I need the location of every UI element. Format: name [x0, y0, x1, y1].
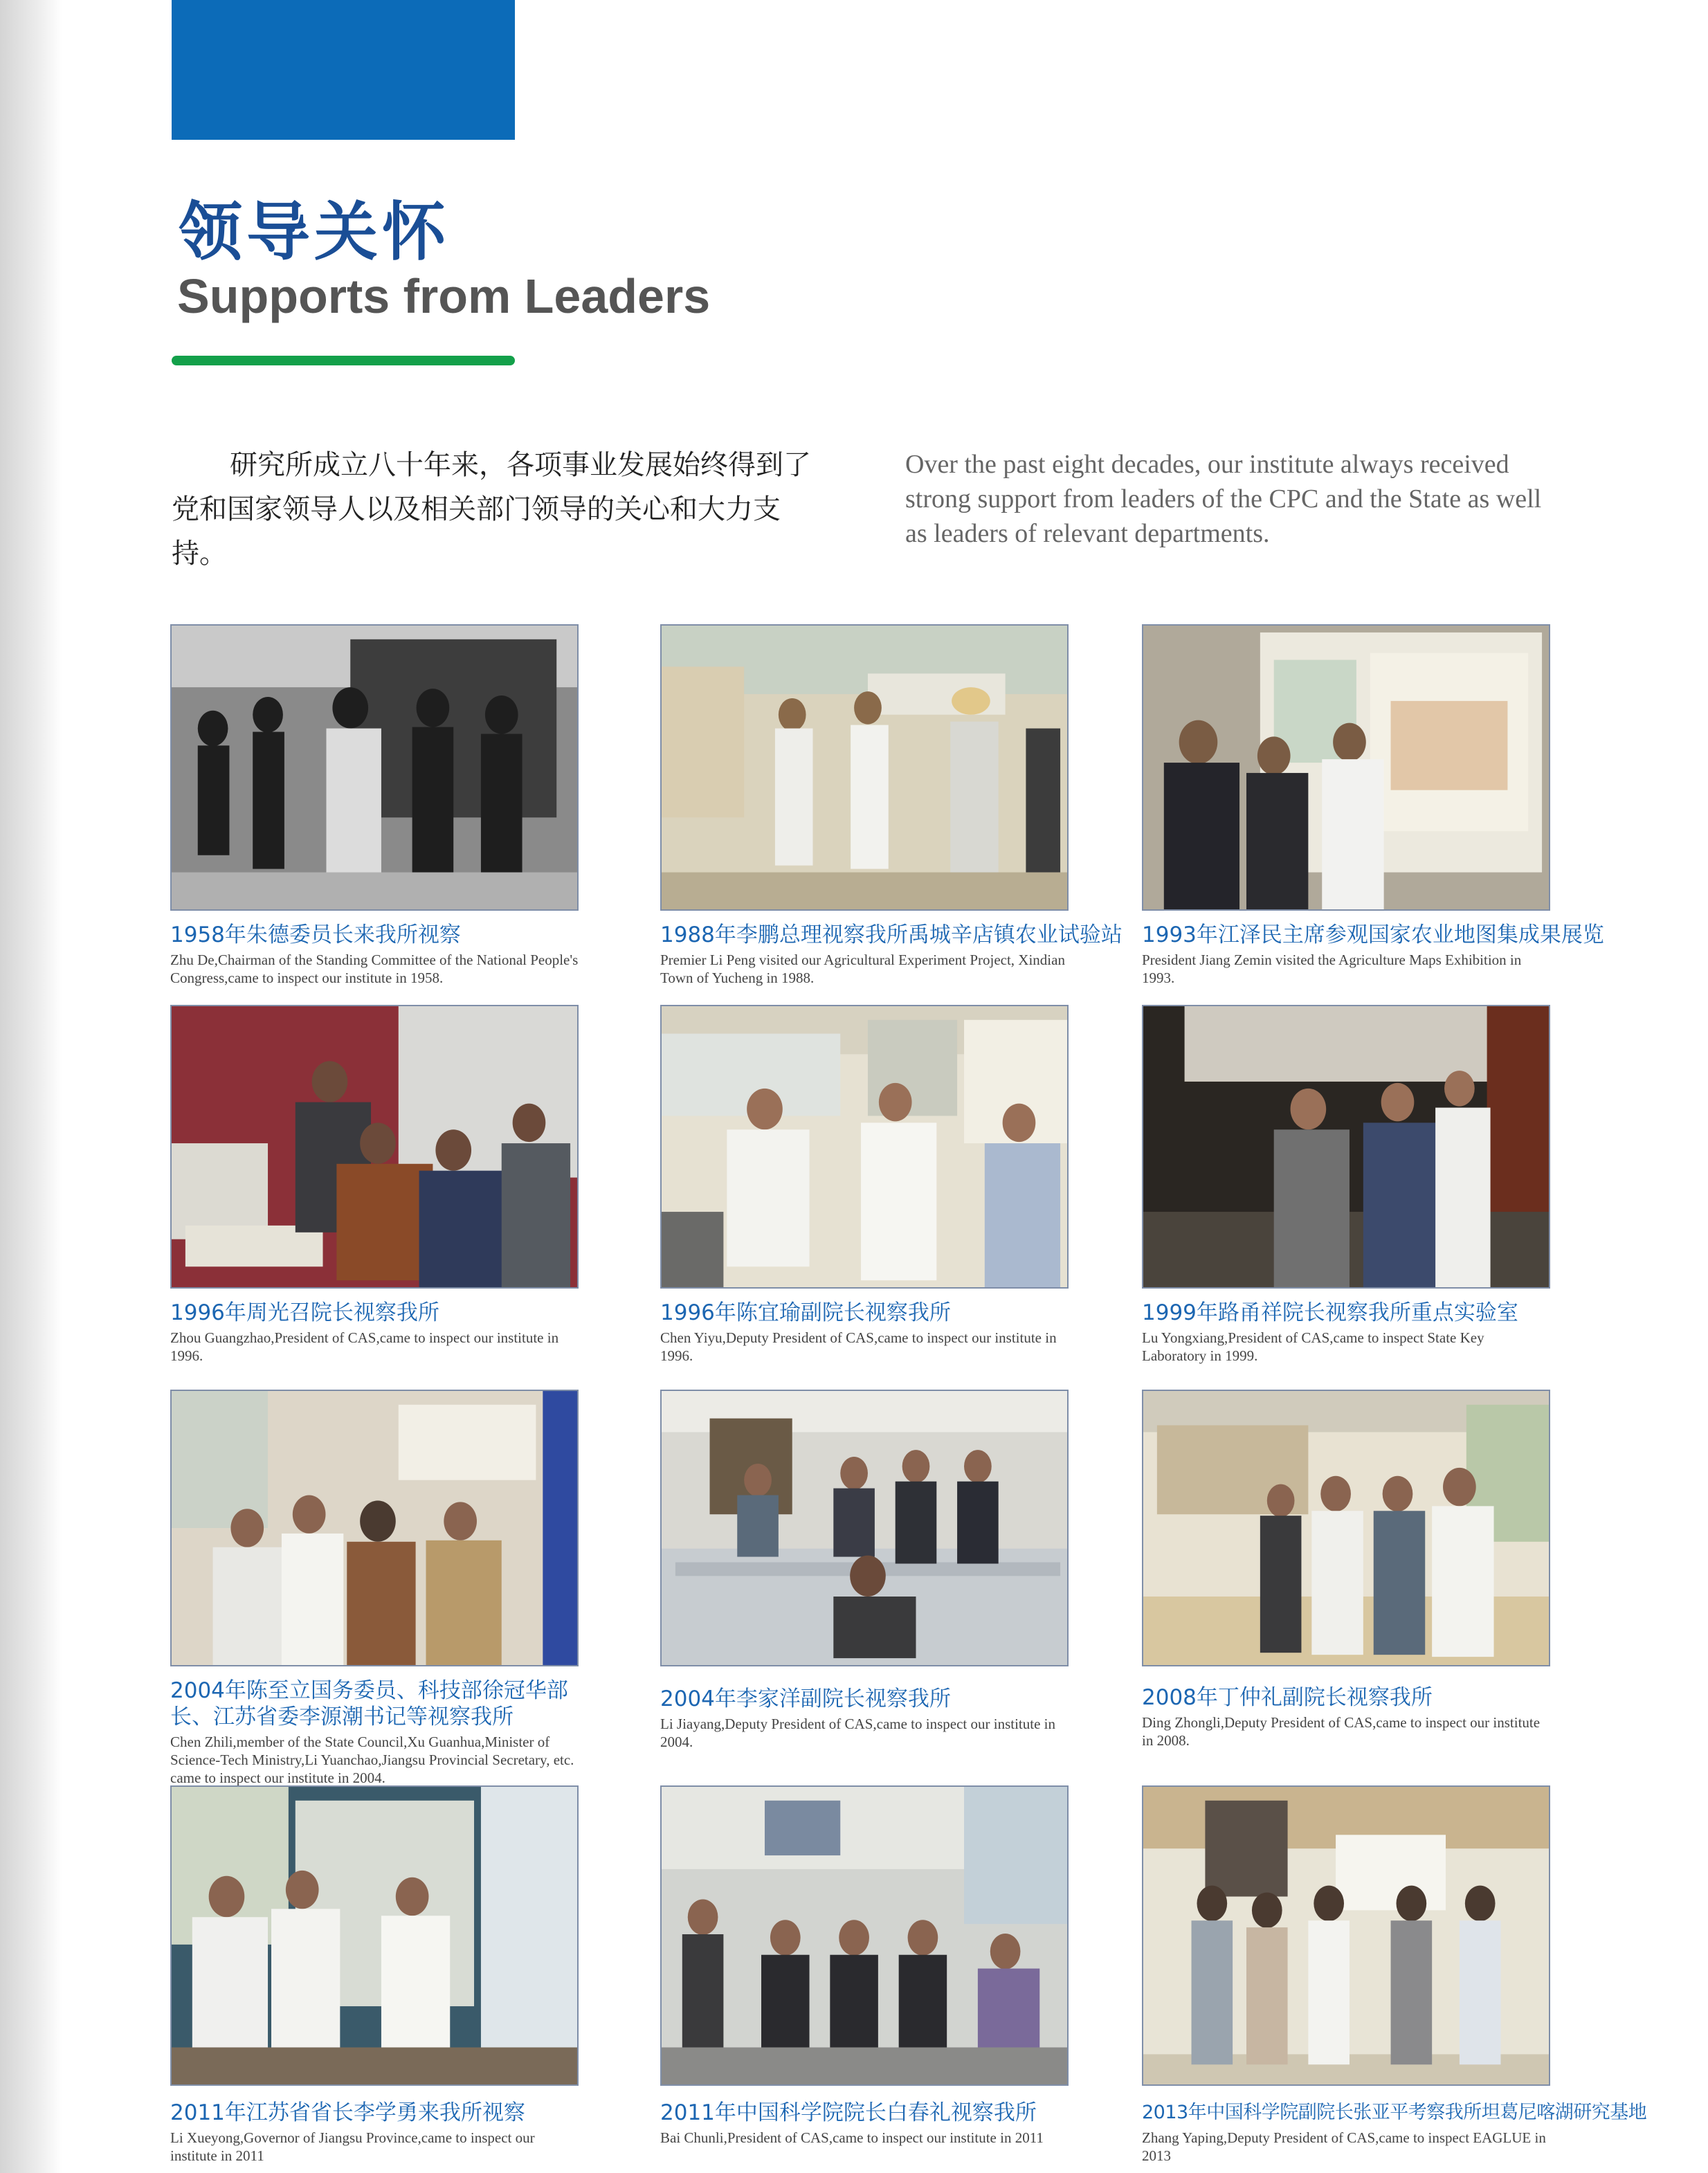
photo [170, 1785, 579, 2086]
photo-card [170, 1785, 579, 2165]
photo-caption-en: Ding Zhongli,Deputy President of CAS,came to inspect our institute in 2008. [1142, 1714, 1541, 1749]
photo [170, 1005, 579, 1289]
photo-caption-cn: 1988年李鹏总理视察我所禹城辛店镇农业试验站 [660, 922, 1123, 947]
photo-caption-en: Chen Zhili,member of the State Council,Xu Guanhua,Minister of Science-Tech Ministry,Li Yuanchao,Jiangsu Provincial Secretary, etc. came to inspect our institute in 2004. [170, 1734, 574, 1786]
photo-caption-cn: 2011年中国科学院院长白春礼视察我所 [660, 2100, 1037, 2125]
photo-caption-cn: 2008年丁仲礼副院长视察我所 [1142, 1685, 1433, 1710]
page-title-en: Supports from Leaders [177, 269, 711, 323]
page-title-cn: 领导关怀 [179, 195, 451, 269]
photo [660, 624, 1069, 911]
photo [1142, 1005, 1550, 1289]
photo [1142, 624, 1550, 911]
photo-caption-cn: 1999年路甬祥院长视察我所重点实验室 [1142, 1300, 1518, 1325]
photo-card [1142, 1785, 1647, 2165]
header-color-block [172, 0, 515, 140]
photo [170, 624, 579, 911]
photo-card [1142, 1005, 1550, 1365]
photo-caption-en: Chen Yiyu,Deputy President of CAS,came to inspect our institute in 1996. [660, 1329, 1057, 1364]
photo-caption-cn: 2004年李家洋副院长视察我所 [660, 1686, 951, 1711]
photo-caption-en: Lu Yongxiang,President of CAS,came to inspect State Key Laboratory in 1999. [1142, 1329, 1484, 1364]
photo-caption-en: Li Xueyong,Governor of Jiangsu Province,came to inspect our institute in 2011 [170, 2129, 535, 2164]
photo-caption-en: Bai Chunli,President of CAS,came to inspect our institute in 2011 [660, 2129, 1044, 2146]
photo [660, 1005, 1069, 1289]
photo-card [660, 1390, 1069, 1751]
photo-card [170, 1390, 579, 1787]
photo-caption-en: Zhou Guangzhao,President of CAS,came to inspect our institute in 1996. [170, 1329, 559, 1364]
photo-card [660, 1005, 1069, 1365]
photo [660, 1390, 1069, 1666]
intro-text-en: Over the past eight decades, our institute always received strong support from leaders of the CPC and the State as well as leaders of relevant departments. [905, 450, 1542, 548]
photo-card [1142, 1390, 1550, 1749]
photo-caption-en: Zhu De,Chairman of the Standing Committee of the National People's Congress,came to inspect our institute in 1958. [170, 952, 579, 986]
page-edge-shadow [0, 0, 62, 2173]
photo [170, 1390, 579, 1666]
photo-caption-en: Premier Li Peng visited our Agricultural Experiment Project, Xindian Town of Yucheng in 1988. [660, 952, 1065, 986]
photo-caption-cn: 1996年周光召院长视察我所 [170, 1300, 439, 1325]
photo-caption-cn: 1996年陈宜瑜副院长视察我所 [660, 1300, 951, 1325]
photo [1142, 1390, 1550, 1666]
photo-caption-en: Zhang Yaping,Deputy President of CAS,came to inspect EAGLUE in 2013 [1142, 2129, 1546, 2164]
photo-card [660, 624, 1123, 987]
photo-card [660, 1785, 1069, 2147]
photo-card [170, 1005, 579, 1365]
intro-text-cn: 研究所成立八十年来，各项事业发展始终得到了党和国家领导人以及相关部门领导的关心和大力支持。 [172, 449, 811, 570]
photo-card [1142, 624, 1604, 987]
photo-caption-en: Li Jiayang,Deputy President of CAS,came to inspect our institute in 2004. [660, 1716, 1055, 1750]
photo [660, 1785, 1069, 2086]
title-underline [172, 356, 515, 365]
photo-caption-cn: 1958年朱德委员长来我所视察 [170, 922, 461, 947]
photo-caption-cn: 2013年中国科学院副院长张亚平考察我所坦葛尼喀湖研究基地 [1142, 2102, 1647, 2123]
photo-caption-en: President Jiang Zemin visited the Agriculture Maps Exhibition in 1993. [1142, 952, 1522, 986]
photo-caption-cn: 1993年江泽民主席参观国家农业地图集成果展览 [1142, 922, 1604, 947]
photo-caption-cn: 2011年江苏省省长李学勇来我所视察 [170, 2100, 525, 2125]
photo-card [170, 624, 579, 987]
photo-caption-cn: 2004年陈至立国务委员、科技部徐冠华部长、江苏省委李源潮书记等视察我所 [170, 1678, 568, 1729]
photo [1142, 1785, 1550, 2086]
